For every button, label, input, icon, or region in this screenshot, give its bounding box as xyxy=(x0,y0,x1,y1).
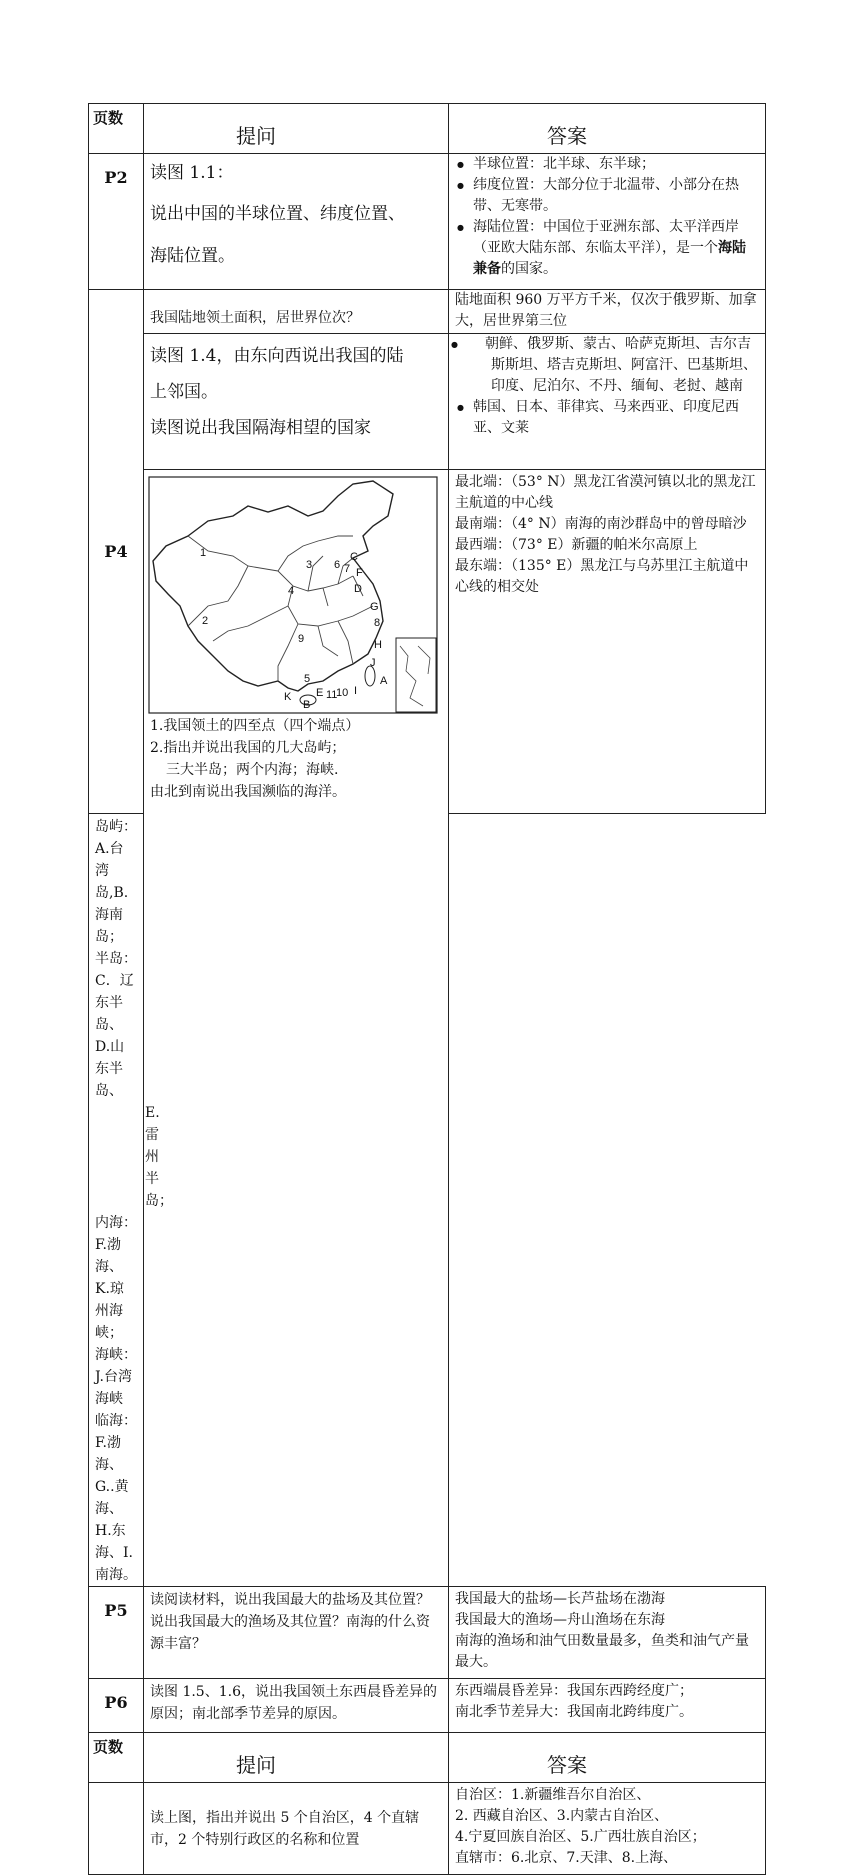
answer-cell xyxy=(89,814,173,1587)
map-question: 由北到南说出我国濒临的海洋。 xyxy=(150,784,346,800)
map-label: 4 xyxy=(288,585,295,597)
answer-cell xyxy=(449,470,766,814)
geo-item: 半岛：C．辽东半岛、D.山东半岛、 xyxy=(95,951,137,1099)
map-label: I xyxy=(354,685,358,697)
map-label: D xyxy=(354,583,362,595)
map-label: 7 xyxy=(344,563,351,575)
map-questions xyxy=(144,715,448,805)
map-label: 2 xyxy=(202,615,209,627)
map-label: 1 xyxy=(200,547,207,559)
geo-item: 海峡： J.台湾海峡 xyxy=(95,1347,137,1407)
header-page: 页数 xyxy=(89,1733,144,1783)
answer-line: 我国最大的渔场—舟山渔场在东海 xyxy=(455,1612,665,1628)
map-label: A xyxy=(380,675,388,687)
answer-line: 直辖市：6.北京、7.天津、8.上海、 xyxy=(455,1850,678,1866)
question-line: 海陆位置。 xyxy=(150,246,235,266)
map-cell xyxy=(144,470,449,1587)
table-row xyxy=(89,1587,766,1679)
page-cell: P2 xyxy=(89,154,144,290)
map-question: 三大半岛；两个内海；海峡. xyxy=(166,762,339,778)
table-header-row xyxy=(89,1733,766,1783)
question-cell xyxy=(144,154,449,290)
extreme-point: 最东端：（135° E）黑龙江与乌苏里江主航道中心线的相交处 xyxy=(455,558,749,595)
page-cell xyxy=(89,1783,144,1875)
header-page: 页数 xyxy=(89,104,144,154)
table-row xyxy=(89,470,766,814)
answer-cell xyxy=(449,154,766,290)
extreme-point: 最南端：（4° N）南海的南沙群岛中的曾母暗沙 xyxy=(455,516,747,532)
header-question: 提问 xyxy=(144,1733,449,1783)
question-cell: 读图 1.5、1.6，说出我国领土东西晨昏差异的原因；南北部季节差异的原因。 xyxy=(144,1679,449,1733)
page-cell: P5 xyxy=(89,1587,144,1679)
table-row xyxy=(89,334,766,470)
answer-line: 2. 西藏自治区、3.内蒙古自治区、 xyxy=(455,1808,669,1824)
map-label: J xyxy=(370,657,376,669)
header-question: 提问 xyxy=(144,104,449,154)
map-label: 10 xyxy=(336,687,349,699)
geo-item: 岛屿： A.台湾岛,B.海南岛； xyxy=(95,819,137,945)
table-row xyxy=(89,154,766,290)
question-line: 读图说出我国隔海相望的国家 xyxy=(150,418,371,438)
table-row xyxy=(89,1783,766,1875)
answer-item: ● 韩国、日本、菲律宾、马来西亚、印度尼西亚、文莱 xyxy=(469,397,759,439)
geo-item: 临海：F.渤海、G..黄海、H.东海、I.南海。 xyxy=(95,1413,137,1583)
header-answer: 答案 xyxy=(449,1733,766,1783)
answer-line: 南北季节差异大：我国南北跨纬度广。 xyxy=(455,1704,693,1720)
question-line: 上邻国。 xyxy=(150,382,218,402)
map-label: 3 xyxy=(306,559,313,571)
answer-line: 我国最大的盐场—长芦盐场在渤海 xyxy=(455,1591,665,1607)
answer-cell xyxy=(449,1783,766,1875)
map-label: C xyxy=(350,551,358,563)
answer-cell xyxy=(449,334,766,470)
map-label: 5 xyxy=(304,673,311,685)
map-label: 6 xyxy=(334,559,341,571)
table-row xyxy=(89,1679,766,1733)
answer-line: 4.宁夏回族自治区、5.广西壮族自治区； xyxy=(455,1829,706,1845)
question-cell: 读上图，指出并说出 5 个自治区，4 个直辖市，2 个特别行政区的名称和位置 xyxy=(144,1783,449,1875)
question-cell xyxy=(144,334,449,470)
question-line: 说出中国的半球位置、纬度位置、 xyxy=(150,204,405,224)
map-label: B xyxy=(303,699,311,711)
table-row xyxy=(89,290,766,334)
emphasis-text: 海陆兼备 xyxy=(473,240,746,277)
page-cell: P4 xyxy=(89,290,144,814)
answer-item: ● 海陆位置：中国位于亚洲东部、太平洋西岸（亚欧大陆东部、东临太平洋），是一个海陆兼备的国家。 xyxy=(469,217,759,280)
answer-cell xyxy=(449,1679,766,1733)
geo-item: E.雷州半岛； xyxy=(145,1105,173,1209)
extreme-point: 最北端：（53° N）黑龙江省漠河镇以北的黑龙江主航道的中心线 xyxy=(455,474,756,511)
question-cell: 读阅读材料，说出我国最大的盐场及其位置？说出我国最大的渔场及其位置？南海的什么资源丰富？ xyxy=(144,1587,449,1679)
question-line: 读图 1.4，由东向西说出我国的陆 xyxy=(150,346,404,366)
question-cell: 我国陆地领土面积，居世界位次？ xyxy=(144,290,449,334)
header-answer: 答案 xyxy=(449,104,766,154)
map-label: 11 xyxy=(326,689,338,701)
map-label: G xyxy=(370,601,379,613)
map-question: 1.我国领土的四至点（四个端点） xyxy=(150,718,360,734)
extreme-point: 最西端：（73° E）新疆的帕米尔高原上 xyxy=(455,537,698,553)
answer-line: 东西端晨昏差异：我国东西跨经度广； xyxy=(455,1683,693,1699)
map-label: F xyxy=(356,567,363,579)
map-question: 2.指出并说出我国的几大岛屿； xyxy=(150,740,346,756)
map-label: H xyxy=(374,639,382,651)
qa-table xyxy=(88,103,766,1875)
answer-cell xyxy=(449,1587,766,1679)
geo-item: 内海：F.渤海、K.琼州海峡； xyxy=(95,1215,137,1341)
map-label: K xyxy=(284,691,292,703)
answer-line: 南海的渔场和油气田数量最多，鱼类和油气产量最大。 xyxy=(455,1633,749,1670)
answer-item: ● 朝鲜、俄罗斯、蒙古、哈萨克斯坦、吉尔吉斯斯坦、塔吉克斯坦、阿富汗、巴基斯坦、印度、尼泊尔、不丹、缅甸、老挝、越南 xyxy=(469,334,759,397)
answer-item: ● 半球位置：北半球、东半球； xyxy=(469,154,759,175)
question-line: 读图 1.1： xyxy=(150,163,234,183)
answer-line: 自治区：1.新疆维吾尔自治区、 xyxy=(455,1787,651,1803)
table-header-row xyxy=(89,104,766,154)
page-cell: P6 xyxy=(89,1679,144,1733)
map-label: 8 xyxy=(374,617,381,629)
map-label: E xyxy=(316,687,324,699)
answer-item: ● 纬度位置：大部分位于北温带、小部分在热带、无寒带。 xyxy=(469,175,759,217)
china-map-figure xyxy=(148,476,438,716)
answer-cell: 陆地面积 960 万平方千米，仅次于俄罗斯、加拿大，居世界第三位 xyxy=(449,290,766,334)
map-label: 9 xyxy=(298,633,305,645)
